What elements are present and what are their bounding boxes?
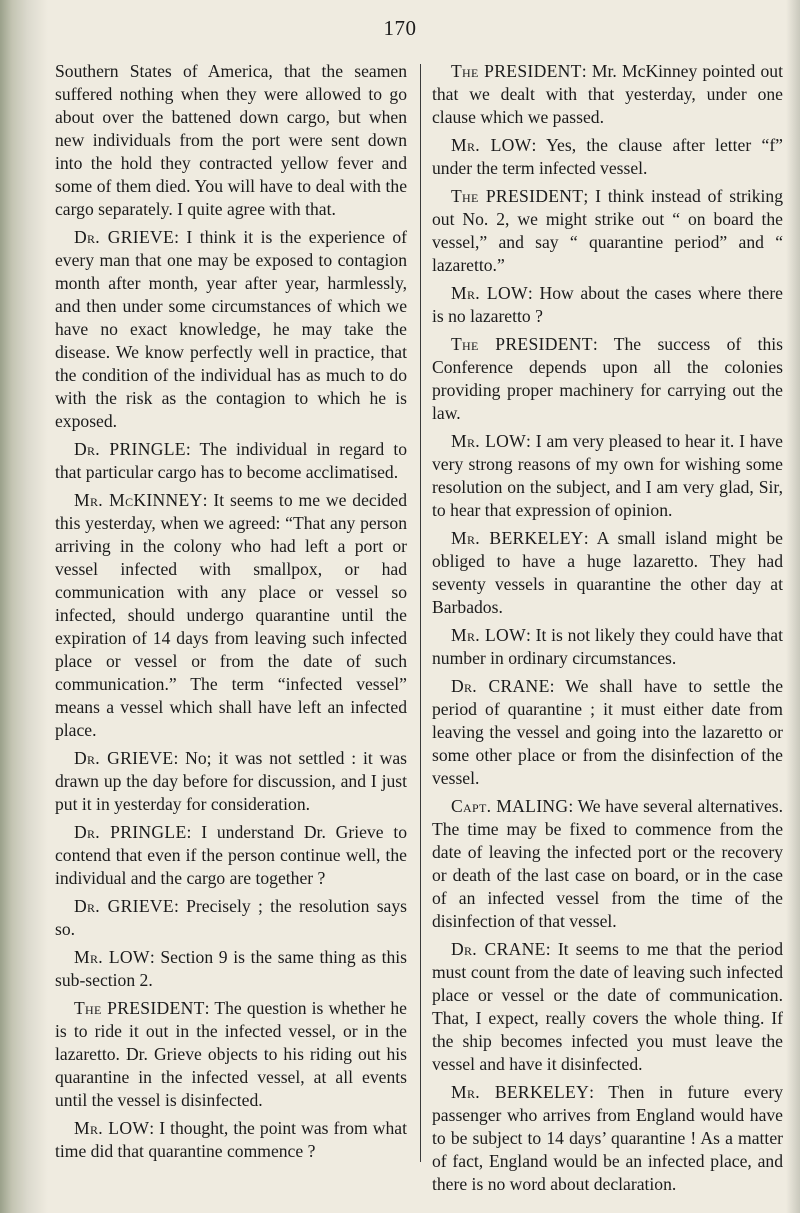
paragraph-text: : I think it is the experience of every man that one may be exposed to contagion month after month, year after year, harmlessly, and then under some circumstances of which we have no exact knowledge, he may take the disease. We know perfectly well in practice, that the condition of the individual has as much to do with the risk as the contagion to which he is exposed. <box>55 227 407 431</box>
paragraph <box>432 185 783 277</box>
paragraph <box>55 226 407 433</box>
paragraph-text: : The question is whether he is to ride it out in the infected vessel, or in the lazaretto. Dr. Grieve objects to his riding out his quarantine in the infected vessel, at all events until the vessel is disinfected. <box>55 998 407 1110</box>
right-column <box>432 60 783 1201</box>
speaker-name: Dr. CRANE <box>451 676 550 696</box>
paragraph-text: : I thought, the point was from what time did that quarantine commence ? <box>55 1118 407 1161</box>
speaker-name: The PRESIDENT <box>451 334 593 354</box>
speaker-name: Mr. BERKELEY <box>451 1082 590 1102</box>
paragraph-text: ; I think instead of striking out No. 2, we might strike out “ on board the vessel,” and say “ quarantine period” and “ lazaretto.” <box>432 186 783 275</box>
speaker-name: Dr. GRIEVE <box>74 748 174 768</box>
paragraph-text: Southern States of America, that the seamen suffered nothing when they were allowed to go about over the battened down cargo, but when new individuals from the port were sent down into the hold they contracted yellow fever and some of them died. You will have to deal with the cargo separately. I quite agree with that. <box>55 61 407 219</box>
paragraph-text: : No; it was not settled : it was drawn up the day before for discussion, and I just put it in yesterday for consideration. <box>55 748 407 814</box>
paragraph <box>55 997 407 1112</box>
speaker-name: The PRESIDENT <box>451 186 584 206</box>
paragraph <box>432 430 783 522</box>
page-number: 170 <box>383 16 417 40</box>
paragraph <box>432 527 783 619</box>
paragraph-text: : Mr. McKinney pointed out that we dealt with that yesterday, under one clause which we passed. <box>432 61 783 127</box>
paragraph-text: : Yes, the clause after letter “f” under the term infected vessel. <box>432 135 783 178</box>
speaker-name: Mr. LOW <box>74 1118 150 1138</box>
paragraph-text: : Precisely ; the resolution says so. <box>55 896 407 939</box>
paragraph-text: : Then in future every passenger who arrives from England would have to be subject to 14 days’ quarantine ! As a matter of fact, England would be an infected place, and there is no word about declaration. <box>432 1082 784 1194</box>
paragraph <box>432 60 783 129</box>
speaker-name: Mr. McKINNEY <box>74 490 203 510</box>
paragraph-text: : The individual in regard to that particular cargo has to become acclimatised. <box>55 439 408 482</box>
speaker-name: Dr. PRINGLE <box>74 439 186 459</box>
paragraph <box>432 1081 783 1196</box>
speaker-name: Dr. GRIEVE <box>74 227 175 247</box>
paragraph-text: : How about the cases where there is no lazaretto ? <box>432 283 783 326</box>
paragraph <box>432 134 783 180</box>
speaker-name: Mr. LOW <box>451 135 532 155</box>
paragraph-text: : I understand Dr. Grieve to contend that even if the person continue well, the individual and the cargo are together ? <box>55 822 407 888</box>
speaker-name: The PRESIDENT <box>74 998 205 1018</box>
paragraph <box>432 624 783 670</box>
paragraph <box>55 489 407 742</box>
speaker-name: Mr. BERKELEY <box>451 528 584 548</box>
paragraph <box>55 946 407 992</box>
paragraph <box>432 938 783 1076</box>
paragraph <box>55 1117 407 1163</box>
speaker-name: Mr. LOW <box>451 283 528 303</box>
column-divider <box>420 64 421 1162</box>
paragraph <box>432 333 783 425</box>
paragraph <box>432 282 783 328</box>
paragraph <box>55 821 407 890</box>
paragraph-text: : A small island might be obliged to have a huge lazaretto. They had seventy vessels in quarantine the other day at Barbados. <box>432 528 783 617</box>
speaker-name: Mr. LOW <box>451 625 526 645</box>
speaker-name: Capt. MALING <box>451 796 569 816</box>
paragraph <box>55 895 407 941</box>
paragraph-text: : The success of this Conference depends upon all the colonies providing proper machinery for carrying out the law. <box>432 334 784 423</box>
paragraph <box>55 747 407 816</box>
paragraph <box>55 60 407 221</box>
left-column <box>55 60 407 1168</box>
page-edge-shadow <box>786 0 800 1213</box>
paragraph-text: : It is not likely they could have that number in ordinary circumstances. <box>432 625 783 668</box>
speaker-name: Dr. CRANE <box>451 939 546 959</box>
paragraph <box>432 675 783 790</box>
speaker-name: Mr. LOW <box>451 431 527 451</box>
paragraph-text: : It seems to me that the period must count from the date of leaving such infected place or vessel or the date of communication. That, I expect, really covers the whole thing. If the ship becomes infected you must leave the vessel and have it disinfected. <box>432 939 783 1074</box>
paragraph-text: : It seems to me we decided this yesterday, when we agreed: “That any person arriving in the colony who had left a port or vessel infected with smallpox, or had communication with any place or vessel so infected, should undergo quarantine until the expiration of 14 days from leaving such infected place or vessel or from the date of such communication.” The term “infected vessel” means a vessel which shall have left an infected place. <box>55 490 408 740</box>
speaker-name: The PRESIDENT <box>451 61 582 81</box>
paragraph-text: : We shall have to settle the period of quarantine ; it must either date from leaving the vessel and going into the lazaretto or some other place or from the disinfection of the vessel. <box>432 676 784 788</box>
paragraph-text: : We have several alternatives. The time may be fixed to commence from the date of leaving the infected port or the recovery or death of the last case on board, or in the case of an infected vessel from the time of the disinfection of that vessel. <box>432 796 784 931</box>
speaker-name: Dr. PRINGLE <box>74 822 187 842</box>
paragraph-text: : I am very pleased to hear it. I have very strong reasons of my own for wishing some resolution on the subject, and I am very glad, Sir, to hear that expression of opinion. <box>432 431 783 520</box>
book-binding-edge <box>0 0 48 1213</box>
speaker-name: Mr. LOW <box>74 947 150 967</box>
speaker-name: Dr. GRIEVE <box>74 896 174 916</box>
paragraph <box>55 438 407 484</box>
paragraph-text: : Section 9 is the same thing as this sub-section 2. <box>55 947 407 990</box>
paragraph <box>432 795 783 933</box>
